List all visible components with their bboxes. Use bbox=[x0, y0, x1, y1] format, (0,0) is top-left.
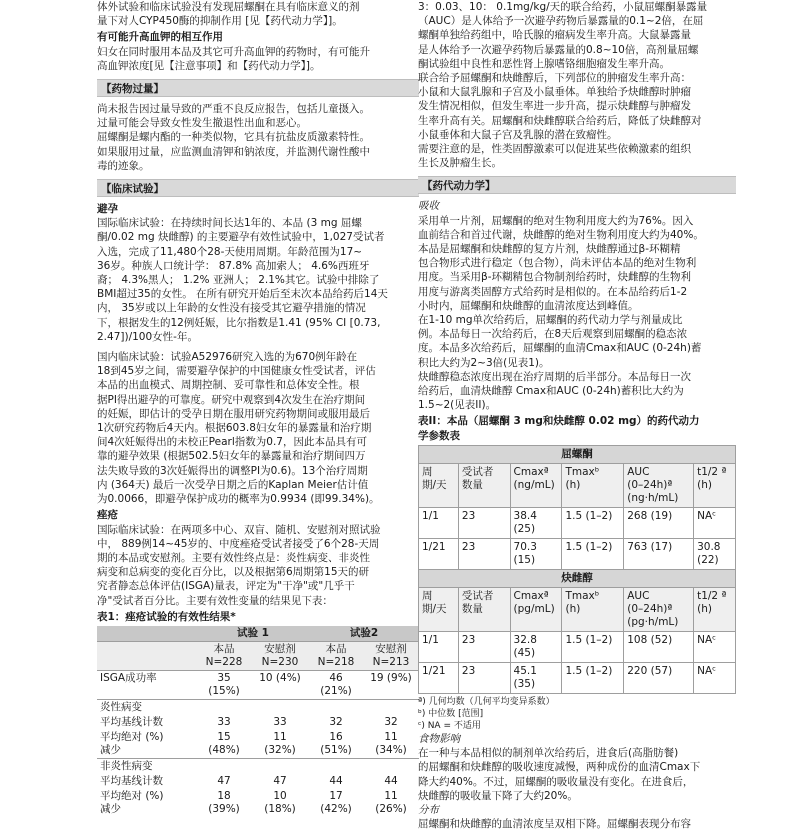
table-cell: 44 bbox=[384, 774, 398, 787]
text-line: 小鼠垂体和大鼠子宫及乳腺的潜在致瘤性。 bbox=[418, 128, 618, 141]
column-header: 周 期/天 bbox=[419, 587, 459, 631]
clinical-trials-section-title: 【临床试验】 bbox=[97, 179, 419, 197]
text-line: 小时内，屈螺酮和炔雌醇的血清浓度达到峰值。 bbox=[418, 299, 639, 312]
text-line: 法失败导致的3次妊娠得出的调整PI为0.6)。13个治疗周期 bbox=[97, 464, 368, 477]
text-line: 间4次妊娠得出的未校正Pearl指数为0.7，因此本品具有可 bbox=[97, 436, 367, 449]
acne-table-caption: 表1：痤疮试验的有效性结果* bbox=[97, 610, 236, 623]
trial-2-header: 试验2 bbox=[309, 626, 419, 642]
food-effect-heading: 食物影响 bbox=[418, 732, 460, 745]
text-line: 发生情况相似，但发生率进一步升高，提示炔雌醇与肿瘤发 bbox=[418, 100, 691, 113]
text-line: 降大约40%。不过，屈螺酮的吸收量没有变化。在进食后， bbox=[418, 775, 694, 788]
text-line: 本品的出血模式、周期控制、妥可靠性和总体安全性。根 bbox=[97, 379, 360, 392]
table-cell: 33 bbox=[273, 715, 287, 728]
text-line: 的妊娠，即估计的受孕日期在服用研究药物期间或服用最后 bbox=[97, 407, 370, 420]
text-line: 在1-10 mg单次给药后，屈螺酮的药代动力学与剂量成比 bbox=[418, 314, 683, 327]
pk-table-caption: 表II：本品（屈螺酮 3 mg和炔雌醇 0.02 mg）的药代动力 学参数表 bbox=[418, 415, 700, 442]
table-cell: NAᶜ bbox=[694, 631, 736, 662]
text-line: 酮/0.02 mg 炔雌醇) 的主要避孕有效性试验中，1,027受试者 bbox=[97, 231, 385, 244]
text-line: 如果服用过量，应监测血清钾和钠浓度，并监测代谢性酸中 bbox=[97, 145, 370, 158]
table-cell: 18 (39%) bbox=[208, 789, 240, 815]
drospirenone-section-row bbox=[419, 445, 736, 463]
table-cell: 23 bbox=[458, 538, 510, 569]
right-column bbox=[418, 0, 736, 831]
text-line: 炔雌醇稳态浓度出现在治疗周期的后半部分。本品每日一次 bbox=[418, 370, 691, 383]
table-cell: 32 bbox=[329, 715, 343, 728]
text-line: 下，根据发生的12例妊娠，比尔指数是1.41 (95% CI [0.73, bbox=[97, 316, 381, 329]
text-line: （AUC）是人体给予一次避孕药物后暴露量的0.1~2倍，在屈 bbox=[418, 15, 704, 28]
column-header: Cmaxª (ng/mL) bbox=[510, 463, 562, 507]
text-line: 内， 35岁或以上年龄的女性没有接受其它避孕措施的情况 bbox=[97, 302, 366, 315]
trial-1-header: 试验 1 bbox=[197, 626, 309, 642]
table-column-header-row bbox=[97, 641, 419, 670]
column-header: 安慰剂 N=230 bbox=[251, 641, 309, 670]
column-header: AUC (0–24h)ª (pg·h/mL) bbox=[624, 587, 694, 631]
table-row bbox=[419, 507, 736, 538]
absorption-heading: 吸收 bbox=[418, 200, 439, 213]
column-header: Cmaxª (pg/mL) bbox=[510, 587, 562, 631]
distribution-heading: 分布 bbox=[418, 803, 439, 816]
table-cell: 220 (57) bbox=[624, 662, 694, 693]
row-group-label: 非炎性病变 bbox=[97, 758, 419, 774]
text-line: 内 (364天) 最后一次受孕日期之后的Kaplan Meier估计值 bbox=[97, 478, 369, 491]
text-line: 为0.0066，即避孕保护成功的概率为0.9934 (即99.34%)。 bbox=[97, 493, 380, 506]
table-cell: 1.5 (1–2) bbox=[562, 538, 624, 569]
table-cell: 47 bbox=[273, 774, 287, 787]
table-row bbox=[97, 789, 419, 817]
text-line: 国内临床试验：试验A52976研究入选的为670例年龄在 bbox=[97, 351, 358, 364]
column-header: 受试者 数量 bbox=[458, 463, 510, 507]
text-line: 屈螺酮是螺内酯的一种类似物，它具有抗盐皮质激素特性。 bbox=[97, 131, 370, 144]
text-line: 螺酮单独给药组中，哈氏腺的瘤病发生率升高。大鼠暴露量 bbox=[418, 29, 691, 42]
text-line: 联合给予屈螺酮和炔雌醇后，下列部位的肿瘤发生率升高： bbox=[418, 72, 691, 85]
row-label: 平均绝对 (%) 减少 bbox=[100, 789, 164, 815]
table-cell: 35 (15%) bbox=[197, 670, 251, 699]
table-cell: 268 (19) bbox=[624, 507, 694, 538]
table-row bbox=[419, 538, 736, 569]
text-line: BMI超过35的女性。 在所有研究开始后至末次本品给药后14天 bbox=[97, 288, 388, 301]
pk-parameters-table bbox=[418, 445, 736, 694]
table-cell: 10 (18%) bbox=[264, 789, 296, 815]
table-cell: 1/21 bbox=[419, 538, 459, 569]
ethinylestradiol-section-row bbox=[419, 569, 736, 587]
text-line: 量下对人CYP450酶的抑制作用 [见【药代动力学】]。 bbox=[97, 15, 343, 28]
text-line: 生率升高有关。屈螺酮和炔雌醇联合给药后，降低了炔雌醇对 bbox=[418, 114, 702, 127]
drospirenone-label: 屈螺酮 bbox=[419, 445, 736, 463]
text-line: 采用单一片剂，屈螺酮的绝对生物利用度大约为76%。因入 bbox=[418, 214, 694, 227]
table-row bbox=[97, 699, 419, 715]
text-line: 毒的迹象。 bbox=[97, 159, 150, 172]
overdose-section-title: 【药物过量】 bbox=[97, 79, 419, 97]
table-row bbox=[97, 715, 419, 730]
table-cell: 1.5 (1–2) bbox=[562, 507, 624, 538]
table-cell: 23 bbox=[458, 662, 510, 693]
table-row bbox=[97, 670, 419, 699]
text-line: 过量可能会导致女性发生撤退性出血和恶心。 bbox=[97, 117, 307, 130]
table-cell: 108 (52) bbox=[624, 631, 694, 662]
row-label: 平均基线计数 bbox=[100, 715, 163, 728]
table-cell: 17 (42%) bbox=[320, 789, 352, 815]
text-line: 积比大约为2~3倍(见表1)。 bbox=[418, 356, 550, 369]
acne-efficacy-table bbox=[97, 626, 419, 817]
column-header: t1/2 ª (h) bbox=[694, 463, 736, 507]
text-line: 本品是屈螺酮和炔雌醇的复方片剂，炔雌醇通过β-环糊精 bbox=[418, 243, 681, 256]
text-line: 裔； 4.3%黑人； 1.2% 亚洲人； 2.1%其它。试验中排除了 bbox=[97, 274, 380, 287]
column-header: AUC (0–24h)ª (ng·h/mL) bbox=[624, 463, 694, 507]
text-line: 国际临床试验：在两项多中心、双盲、随机、安慰剂对照试验 bbox=[97, 523, 381, 536]
table-cell: 38.4 (25) bbox=[510, 507, 562, 538]
table-row bbox=[97, 774, 419, 789]
text-line: 用度与游离类固醇方式给药时是相似的。在本品给药后1-2 bbox=[418, 285, 688, 298]
table-corner-cell bbox=[97, 626, 197, 642]
text-line: 2.47])/100女性-年。 bbox=[97, 330, 198, 343]
food-effect-paragraph bbox=[418, 746, 736, 803]
text-line: 是人体给予一次避孕药物后暴露量的0.8~10倍，高剂量屈螺 bbox=[418, 43, 699, 56]
table-cell: NAᶜ bbox=[694, 662, 736, 693]
column-header: Tmaxᵇ (h) bbox=[562, 463, 624, 507]
text-line: 的屈螺酮和炔雌醇的吸收速度减慢，两种成份的血清Cmax下 bbox=[418, 761, 701, 774]
text-line: 36岁。种族人口统计学： 87.8% 高加索人； 4.6%西班牙 bbox=[97, 259, 370, 272]
footnote: ᵇ) 中位数 [范围] bbox=[418, 708, 484, 719]
table-cell: 32 bbox=[384, 715, 398, 728]
table-cell: 11 (32%) bbox=[264, 730, 296, 756]
text-line: 3：0.03、10： 0.1mg/kg/天的联合给药，小鼠屈螺酮暴露量 bbox=[418, 1, 708, 13]
text-line: 例。本品每日一次给药后，在8天后观察到屈螺酮的稳态浓 bbox=[418, 328, 688, 341]
ethinylestradiol-label: 炔雌醇 bbox=[419, 569, 736, 587]
text-line: 度。本品多次给药后，屈螺酮的血清Cmax和AUC (0-24h)蓄 bbox=[418, 342, 702, 355]
potassium-heading: 有可能升高血钾的相互作用 bbox=[97, 31, 223, 44]
text-line: 究者静态总体评估(ISGA)量表，评定为"干净"或"几乎干 bbox=[97, 580, 355, 593]
column-header: Tmaxᵇ (h) bbox=[562, 587, 624, 631]
text-line: 高血钾浓度[见【注意事项】和【药代动力学】]。 bbox=[97, 59, 321, 72]
column-header: 本品 N=228 bbox=[197, 641, 251, 670]
absorption-paragraph bbox=[418, 214, 736, 413]
table-cell: 10 (4%) bbox=[251, 670, 309, 699]
table-cell: 1/1 bbox=[419, 507, 459, 538]
table-cell: 45.1 (35) bbox=[510, 662, 562, 693]
table-cell: 23 bbox=[458, 631, 510, 662]
table-cell: 44 bbox=[329, 774, 343, 787]
text-line: 包合物形式进行稳定（包合物），尚未评估本品的绝对生物利 bbox=[418, 257, 697, 270]
table-cell: 19 (9%) bbox=[363, 670, 419, 699]
table-cell: 15 (48%) bbox=[208, 730, 240, 756]
text-line: 中， 889例14~45岁的、中度痤疮受试者接受了6个28-天周 bbox=[97, 537, 380, 550]
table-cell: 30.8 (22) bbox=[694, 538, 736, 569]
row-label: ISGA成功率 bbox=[97, 670, 197, 699]
table-cell: 46 (21%) bbox=[309, 670, 363, 699]
table-column-header-row bbox=[419, 587, 736, 631]
contraception-paragraph-1 bbox=[97, 216, 419, 344]
column-header: 周 期/天 bbox=[419, 463, 459, 507]
table-column-header-row bbox=[419, 463, 736, 507]
text-line: 屈螺酮和炔雌醇的血清浓度呈双相下降。屈螺酮表现分布容 bbox=[418, 818, 691, 831]
interaction-intro bbox=[97, 0, 419, 28]
text-line: 生长及肿瘤生长。 bbox=[418, 157, 502, 170]
carcinogenicity-paragraph bbox=[418, 0, 736, 170]
table-cell: 11 (26%) bbox=[375, 789, 407, 815]
text-line: 靠的避孕效果 (根据502.5妇女年的暴露量和治疗期间四万 bbox=[97, 450, 366, 463]
table-row bbox=[419, 662, 736, 693]
text-line: 病变和总病变的变化百分比，以及根据第6周期第15天的研 bbox=[97, 566, 370, 579]
text-line: 国际临床试验：在持续时间长达1年的、本品 (3 mg 屈螺 bbox=[97, 217, 362, 230]
row-label: 平均基线计数 bbox=[100, 774, 163, 787]
text-line: 用度。当采用β-环糊精包合物制剂给药时，炔雌醇的生物利 bbox=[418, 271, 691, 284]
text-line: 小鼠和大鼠乳腺和子宫及小鼠垂体。单独给予炔雌醇时肿瘤 bbox=[418, 86, 691, 99]
column-header: t1/2 ª (h) bbox=[694, 587, 736, 631]
table-footnotes bbox=[418, 696, 736, 732]
acne-heading: 痤疮 bbox=[97, 509, 118, 522]
table-cell: 70.3 (15) bbox=[510, 538, 562, 569]
text-line: 入选，完成了11,480个28-天使用周期。年龄范围为17~ bbox=[97, 245, 363, 258]
text-line: 净"受试者百分比。主要有效性变量的结果见下表： bbox=[97, 594, 333, 607]
text-line: 炔雌醇的吸收量下降了大约20%。 bbox=[418, 789, 578, 802]
acne-paragraph bbox=[97, 523, 419, 608]
column-header: 受试者 数量 bbox=[458, 587, 510, 631]
table-row bbox=[419, 631, 736, 662]
table-row bbox=[97, 730, 419, 759]
contraception-paragraph-2 bbox=[97, 350, 419, 506]
table-cell: 32.8 (45) bbox=[510, 631, 562, 662]
table-cell: 16 (51%) bbox=[320, 730, 352, 756]
column-header: 安慰剂 N=213 bbox=[363, 641, 419, 670]
text-line: 需要注意的是，性类固醇激素可以促进某些依赖激素的组织 bbox=[418, 143, 691, 156]
text-line: 18到45岁之间，需要避孕保护的中国健康女性受试者，评估 bbox=[97, 365, 376, 378]
table-cell: 763 (17) bbox=[624, 538, 694, 569]
text-line: 1次研究药物后4天内。根据603.8妇女年的暴露量和治疗期 bbox=[97, 422, 372, 435]
text-line: 据PI得出避孕的可靠度。研究中观察到4次发生在治疗期间 bbox=[97, 393, 366, 406]
table-cell: 33 bbox=[217, 715, 231, 728]
text-line: 体外试验和临床试验没有发现屈螺酮在具有临床意义的剂 bbox=[97, 1, 360, 13]
table-cell: 47 bbox=[217, 774, 231, 787]
text-line: 血前结合和首过代谢，炔雌醇的绝对生物利用度大约为40%。 bbox=[418, 228, 704, 241]
pharmacokinetics-section-title: 【药代动力学】 bbox=[418, 176, 736, 194]
text-line: 期的本品或安慰剂。主要有效性终点是：炎性病变、非炎性 bbox=[97, 551, 370, 564]
footnote: ᶜ) NA = 不适用 bbox=[418, 720, 481, 731]
table-cell: 11 (34%) bbox=[375, 730, 407, 756]
table-cell: 1.5 (1–2) bbox=[562, 631, 624, 662]
text-line: 尚未报告因过量导致的严重不良反应报告，包括儿童摄入。 bbox=[97, 103, 370, 116]
table-cell: NAᶜ bbox=[694, 507, 736, 538]
table-trial-header-row bbox=[97, 626, 419, 642]
text-line: 给药后，血清炔雌醇 Cmax和AUC (0-24h)蓄积比大约为 bbox=[418, 385, 684, 398]
table-cell: 23 bbox=[458, 507, 510, 538]
table-cell: 1/21 bbox=[419, 662, 459, 693]
table-row bbox=[97, 758, 419, 774]
row-group-label: 炎性病变 bbox=[97, 699, 419, 715]
left-column bbox=[97, 0, 419, 817]
text-line: 1.5~2(见表II)。 bbox=[418, 399, 497, 412]
table-corner-cell bbox=[97, 641, 197, 670]
table-cell: 1/1 bbox=[419, 631, 459, 662]
column-header: 本品 N=218 bbox=[309, 641, 363, 670]
contraception-heading: 避孕 bbox=[97, 203, 118, 216]
footnote: ª) 几何均数（几何平均变异系数） bbox=[418, 696, 555, 707]
text-line: 酮试验组中良性和恶性肾上腺嗜铬细胞瘤发生率升高。 bbox=[418, 57, 670, 70]
table-cell: 1.5 (1–2) bbox=[562, 662, 624, 693]
text-line: 在一种与本品相似的制剂单次给药后，进食后(高脂肪餐) bbox=[418, 747, 679, 760]
text-line: 妇女在同时服用本品及其它可升高血钾的药物时，有可能升 bbox=[97, 45, 370, 58]
row-label: 平均绝对 (%) 减少 bbox=[100, 730, 164, 756]
